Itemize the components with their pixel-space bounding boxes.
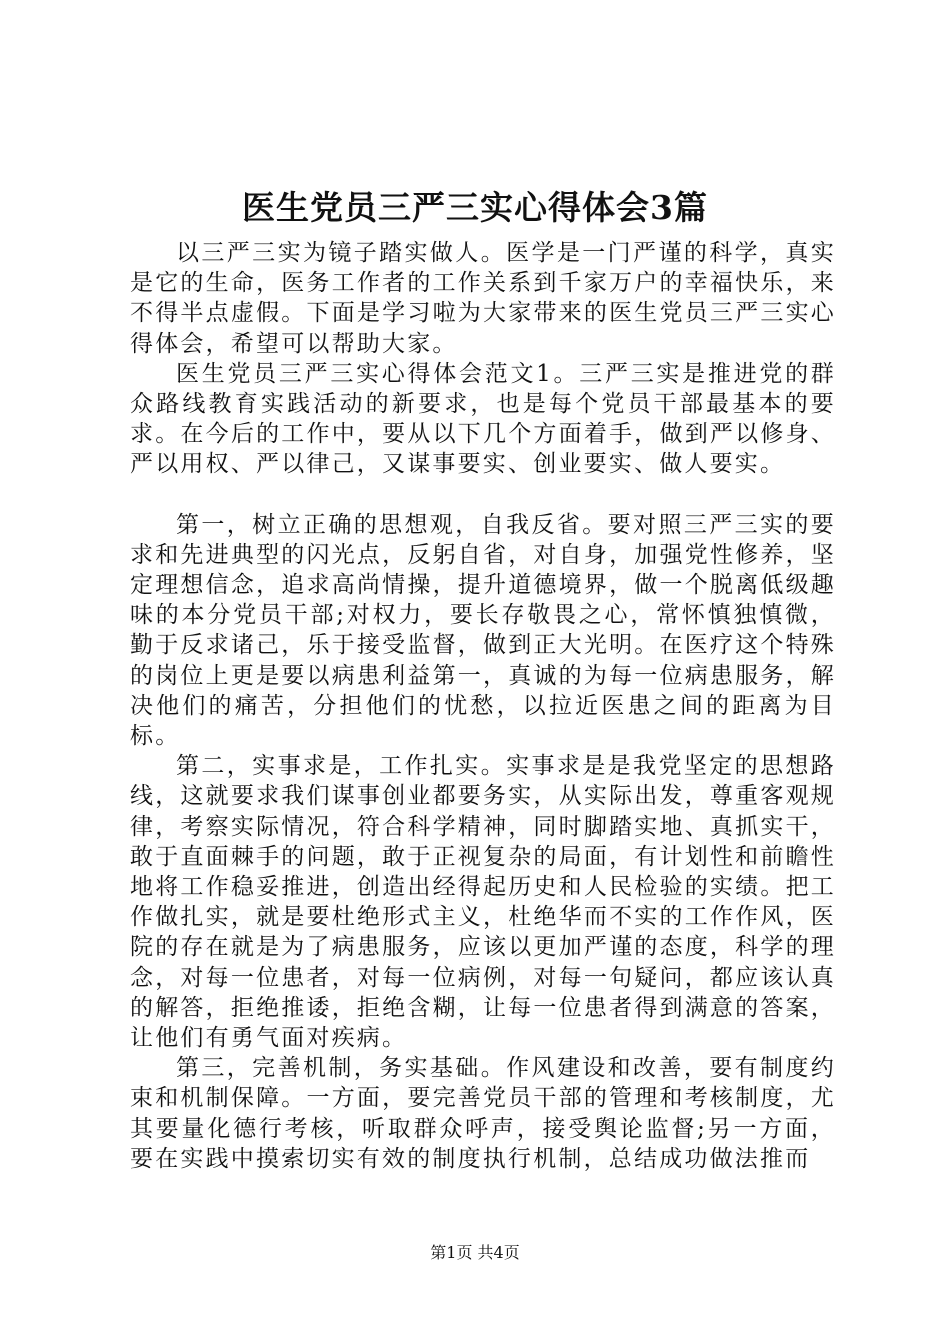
document-body [130,238,836,1174]
paragraph-point-2: 第二，实事求是，工作扎实。实事求是是我党坚定的思想路线，这就要求我们谋事创业都要务实，从实际出发，尊重客观规律，考察实际情况，符合科学精神，同时脚踏实地、真抓实干，敢于直面棘手的问题，敢于正视复杂的局面，有计划性和前瞻性地将工作稳妥推进，创造出经得起历史和人民检验的实绩。把工作做扎实，就是要杜绝形式主义，杜绝华而不实的工作作风，医院的存在就是为了病患服务，应该以更加严谨的态度，科学的理念，对每一位患者，对每一位病例，对每一句疑问，都应该认真的解答，拒绝推诿，拒绝含糊，让每一位患者得到满意的答案，让他们有勇气面对疾病。 [130,753,836,1052]
paragraph-point-1: 第一，树立正确的思想观，自我反省。要对照三严三实的要求和先进典型的闪光点，反躬自省，对自身，加强党性修养，坚定理想信念，追求高尚情操，提升道德境界，做一个脱离低级趣味的本分党员干部;对权力，要长存敬畏之心，常怀慎独慎微，勤于反求诸己，乐于接受监督，做到正大光明。在医疗这个特殊的岗位上更是要以病患利益第一，真诚的为每一位病患服务，解决他们的痛苦，分担他们的忧愁，以拉近医患之间的距离为目标。 [130,511,836,750]
page-number-footer: 第1页 共4页 [430,1243,520,1262]
paragraph-intro: 以三严三实为镜子踏实做人。医学是一门严谨的科学，真实是它的生命，医务工作者的工作关系到千家万户的幸福快乐，来不得半点虚假。下面是学习啦为大家带来的医生党员三严三实心得体会，希望可以帮助大家。 [130,240,836,357]
paragraph-sample-1: 医生党员三严三实心得体会范文1。三严三实是推进党的群众路线教育实践活动的新要求，也是每个党员干部最基本的要求。在今后的工作中，要从以下几个方面着手，做到严以修身、严以用权、严以律己，又谋事要实、创业要实、做人要实。 [130,360,836,478]
document-title: 医生党员三严三实心得体会3篇 [242,188,708,227]
paragraph-point-3: 第三，完善机制，务实基础。作风建设和改善，要有制度约束和机制保障。一方面，要完善党员干部的管理和考核制度，尤其要量化德行考核，听取群众呼声，接受舆论监督;另一方面，要在实践中摸索切实有效的制度执行机制，总结成功做法推而 [130,1055,836,1172]
